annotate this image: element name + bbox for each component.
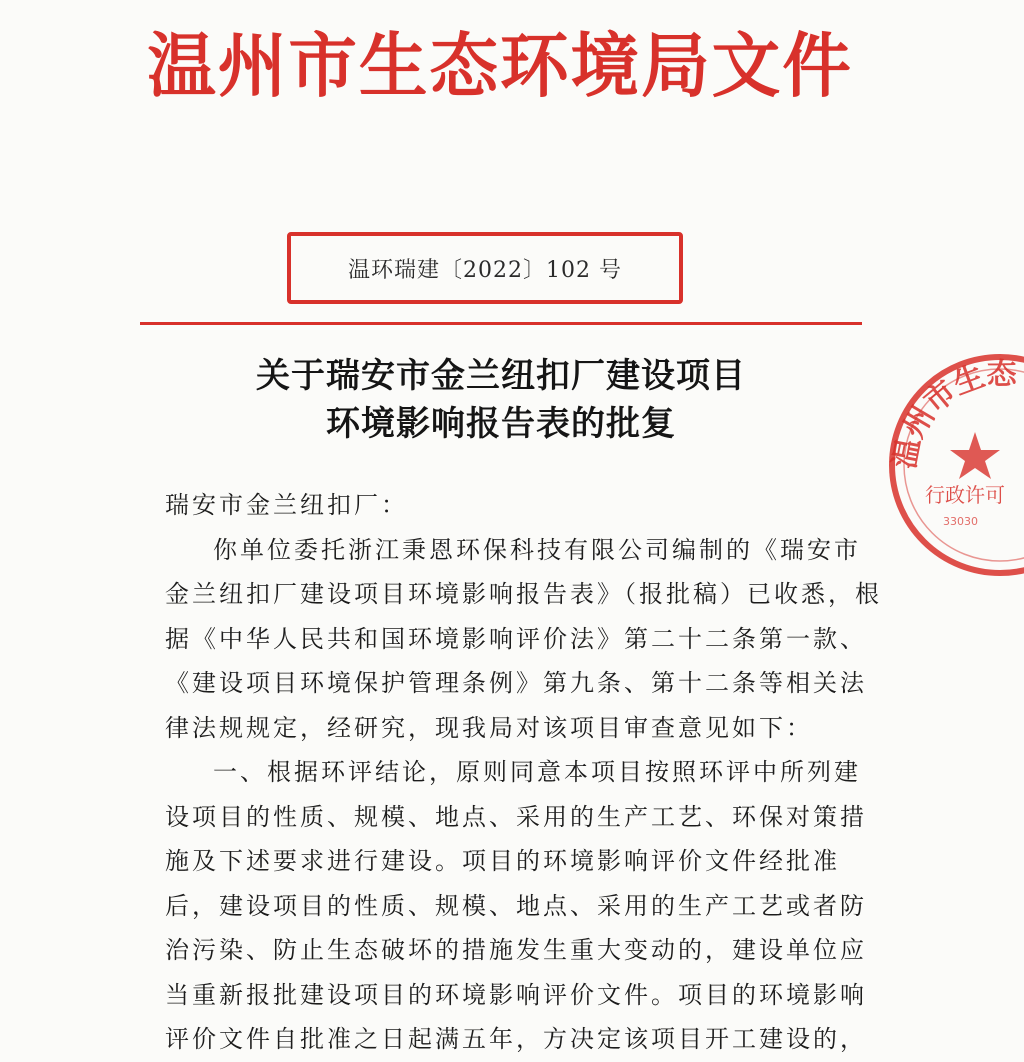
seal-star-icon xyxy=(950,432,1000,479)
title-line-2: 环境影响报告表的批复 xyxy=(326,404,676,444)
addressee: 瑞安市金兰纽扣厂： xyxy=(165,491,408,519)
paragraph-1: 你单位委托浙江秉恩环保科技有限公司编制的《瑞安市金兰纽扣厂建设项目环境影响报告表》（报批稿）已收悉，根据《中华人民共和国环境影响评价法》第二十二条第一款、《建设项目环境保护管理条例》第九条、第十二条等相关法律法规规定，经研究，现我局对该项目审查意见如下： xyxy=(165,535,882,742)
title-line-1: 关于瑞安市金兰纽扣厂建设项目 xyxy=(256,356,746,396)
document-body xyxy=(165,483,885,1062)
document-number: 温环瑞建〔2022〕102 号 xyxy=(348,257,622,283)
masthead-title: 温州市生态环境局文件 xyxy=(147,24,853,107)
document-number-box xyxy=(287,232,683,304)
document-title xyxy=(140,352,862,448)
seal-code: 33030 xyxy=(943,515,978,528)
official-seal-stamp xyxy=(885,350,1024,580)
seal-text: 温州市生态 xyxy=(887,356,1017,472)
paragraph-2: 一、根据环评结论，原则同意本项目按照环评中所列建设项目的性质、规模、地点、采用的生产工艺、环保对策措施及下述要求进行建设。项目的环境影响评价文件经批准后，建设项目的性质、规模、地点、采用的生产工艺或者防治污染、防止生态破坏的措施发生重大变动的，建设单位应当重新报批建设项目的环境影响评价文件。项目的环境影响评价文件自批准之日起满五年，方决定该项目开工建设的， xyxy=(165,758,867,1053)
red-divider xyxy=(140,322,862,325)
seal-subtext: 行政许可 xyxy=(925,483,1005,507)
svg-text:温州市生态 xyxy=(887,357,1018,472)
